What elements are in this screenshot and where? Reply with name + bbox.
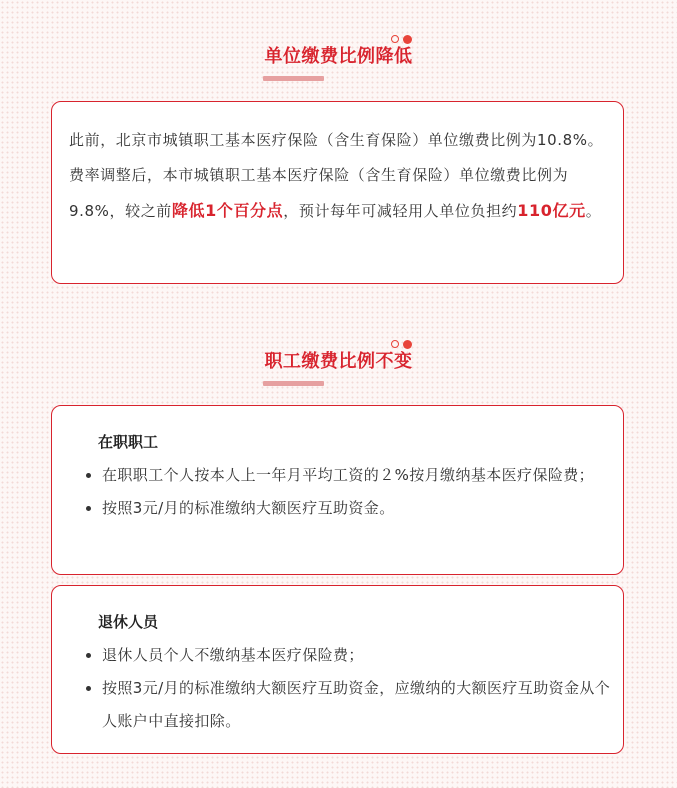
paragraph-text-middle: ，预计每年可减轻用人单位负担约 [283, 202, 518, 220]
paragraph-text: 此前，北京市城镇职工基本医疗保险（含生育保险）单位缴费比例为10.8%。费率调整后，本市城镇职工基本医疗保险（含生育保险）单位缴费比例为9.8%，较之前 [69, 131, 604, 220]
list-item [80, 492, 615, 525]
bullet-list [80, 459, 615, 525]
card-heading: 退休人员 [98, 613, 159, 631]
list-item-text: 按照3元/月的标准缴纳大额医疗互助资金，应缴纳的大额医疗互助资金从个人账户中直接扣除。 [102, 679, 611, 730]
dot-filled-icon [403, 35, 412, 44]
bullet-icon [86, 506, 91, 511]
list-item-text: 退休人员个人不缴纳基本医疗保险费； [102, 646, 364, 664]
bullet-icon [86, 473, 91, 478]
dot-outline-icon [391, 340, 399, 348]
card-heading: 在职职工 [98, 433, 159, 451]
bullet-icon [86, 686, 91, 691]
decorative-dots-icon [391, 35, 415, 45]
paragraph-text-end: 。 [585, 202, 602, 220]
highlight-reduction: 降低1个百分点 [171, 201, 284, 220]
dot-outline-icon [391, 35, 399, 43]
decorative-dots-icon [391, 340, 415, 350]
rate-reduction-card [51, 101, 624, 284]
list-item-text: 按照3元/月的标准缴纳大额医疗互助资金。 [102, 499, 395, 517]
title-underline [263, 76, 324, 81]
list-item [80, 459, 615, 492]
bullet-list [80, 639, 615, 738]
list-item [80, 672, 615, 738]
title-underline [263, 381, 324, 386]
active-employee-card [51, 405, 624, 575]
list-item [80, 639, 615, 672]
bullet-icon [86, 653, 91, 658]
section-title: 单位缴费比例降低 [264, 46, 413, 67]
highlight-amount: 110亿元 [517, 201, 586, 220]
rate-reduction-paragraph [69, 123, 609, 229]
section-header-rate-reduction [0, 35, 677, 85]
list-item-text: 在职职工个人按本人上一年月平均工资的２%按月缴纳基本医疗保险费； [102, 466, 595, 484]
section-header-employee-rate [0, 340, 677, 390]
dot-filled-icon [403, 340, 412, 349]
section-title: 职工缴费比例不变 [264, 351, 413, 372]
retiree-card [51, 585, 624, 754]
